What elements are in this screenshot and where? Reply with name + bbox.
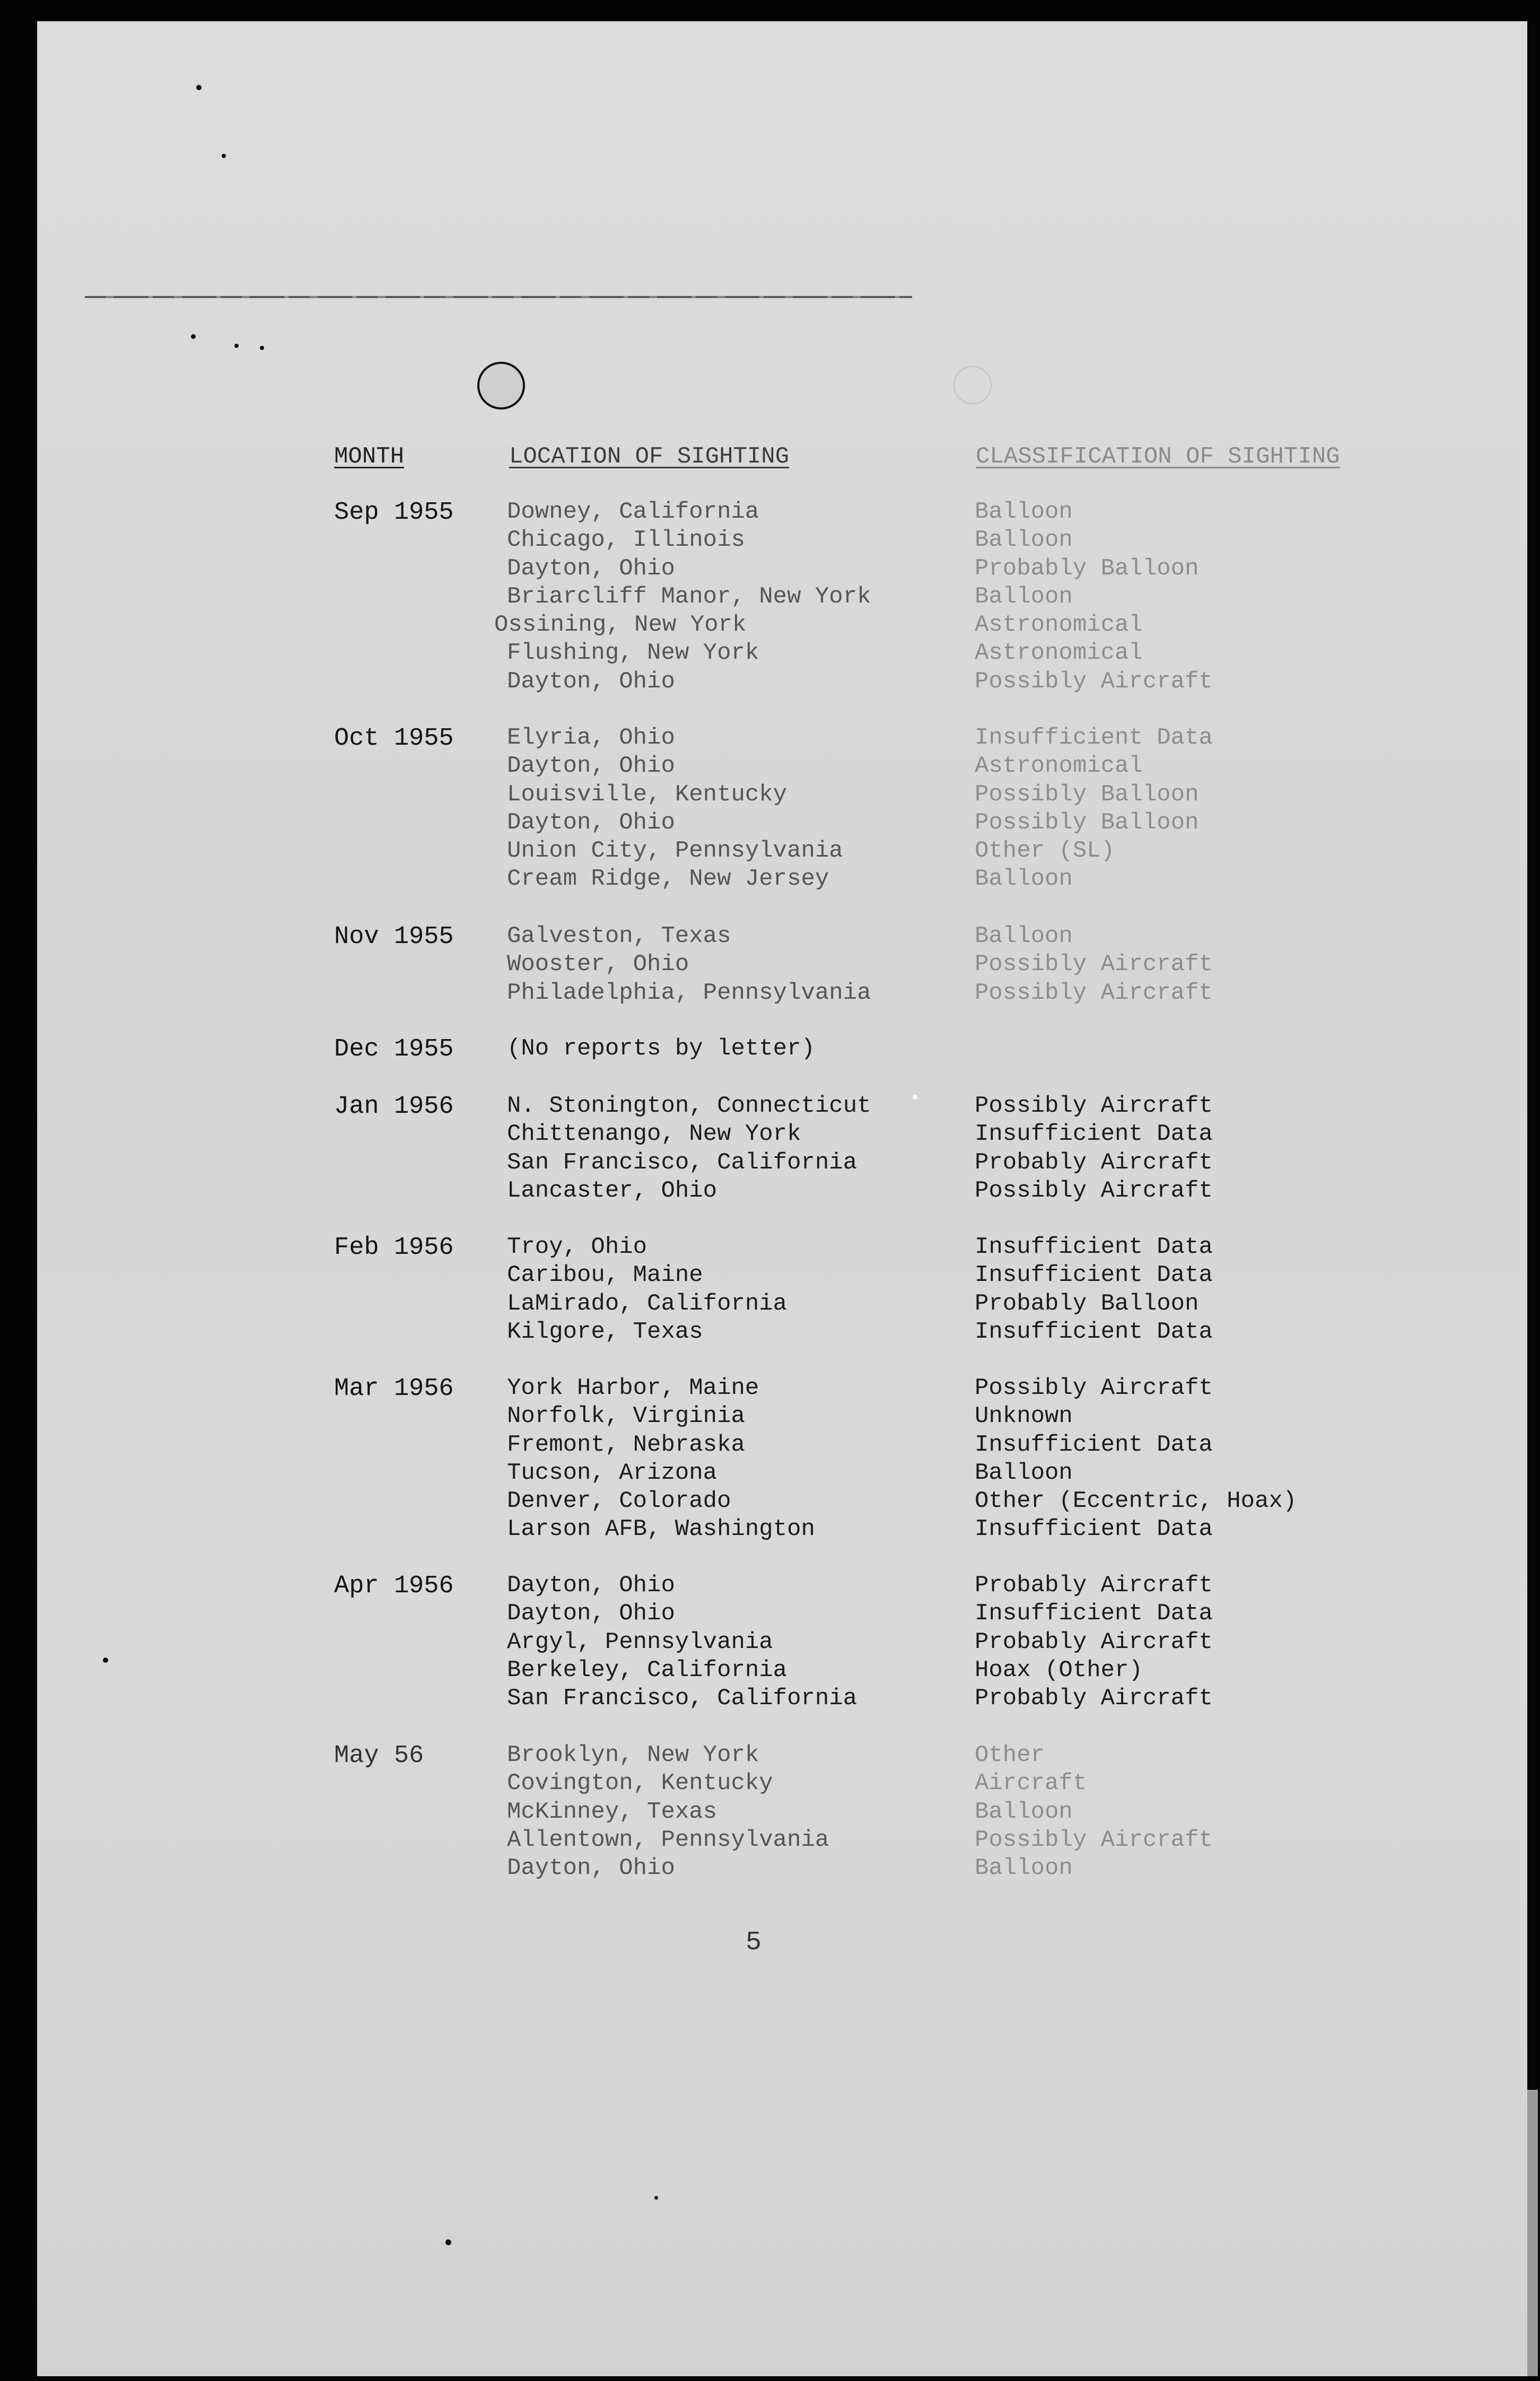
speck [654, 2196, 658, 2200]
classification-cell: Other (SL) [975, 838, 1115, 865]
table-row [37, 1460, 1527, 1488]
location-cell: LaMirado, California [507, 1290, 788, 1317]
location-cell: Allentown, Pennsylvania [507, 1826, 829, 1853]
classification-cell: Balloon [975, 866, 1073, 893]
page-number: 5 [746, 1928, 762, 1958]
location-cell: Wooster, Ohio [507, 951, 689, 978]
location-cell: Lancaster, Ohio [507, 1177, 718, 1204]
classification-cell: Balloon [975, 1855, 1073, 1882]
location-cell: San Francisco, California [507, 1149, 858, 1176]
classification-cell: Other [975, 1742, 1045, 1768]
table-row [37, 1770, 1527, 1798]
table-row [37, 1516, 1527, 1544]
table-row [37, 583, 1527, 612]
classification-cell: Hoax (Other) [975, 1656, 1143, 1684]
month-label: Oct 1955 [334, 725, 454, 753]
location-cell: York Harbor, Maine [507, 1375, 759, 1401]
location-cell: San Francisco, California [507, 1685, 858, 1712]
classification-cell: Possibly Aircraft [975, 979, 1213, 1006]
location-cell: Berkeley, California [507, 1656, 788, 1684]
location-cell: Dayton, Ohio [507, 668, 675, 695]
location-cell: Dayton, Ohio [507, 753, 675, 780]
table-row [37, 1742, 1527, 1770]
month-label: Dec 1955 [334, 1035, 454, 1063]
speck [260, 346, 264, 350]
location-cell: Briarcliff Manor, New York [507, 583, 871, 610]
table-row [37, 1290, 1527, 1319]
table-row [37, 527, 1527, 555]
month-label: Feb 1956 [334, 1234, 454, 1262]
speck [445, 2239, 451, 2245]
table-row [37, 1685, 1527, 1713]
month-column-header: MONTH [334, 443, 405, 470]
punch-hole-left [477, 362, 525, 409]
table-row [37, 1035, 1527, 1063]
location-cell: Elyria, Ohio [507, 725, 675, 751]
classification-cell: Possibly Aircraft [975, 1826, 1213, 1853]
location-cell: Flushing, New York [507, 640, 759, 667]
classification-cell: Possibly Balloon [975, 781, 1199, 808]
table-row [37, 1488, 1527, 1516]
classification-cell: Insufficient Data [975, 725, 1213, 751]
location-cell: Downey, California [507, 499, 759, 525]
month-label: Jan 1956 [334, 1093, 454, 1121]
classification-cell: Probably Aircraft [975, 1628, 1213, 1655]
table-row [37, 668, 1527, 696]
classification-cell: Insufficient Data [975, 1262, 1213, 1289]
location-cell: Philadelphia, Pennsylvania [507, 979, 871, 1006]
classification-cell: Insufficient Data [975, 1431, 1213, 1458]
classification-cell: Possibly Aircraft [975, 1093, 1213, 1119]
classification-cell: Possibly Balloon [975, 809, 1199, 836]
speck [222, 154, 226, 158]
location-cell: Troy, Ohio [507, 1234, 648, 1260]
classification-cell: Probably Aircraft [975, 1685, 1213, 1712]
location-cell: Chicago, Illinois [507, 527, 745, 554]
table-row [37, 1572, 1527, 1600]
location-cell: Brooklyn, New York [507, 1742, 759, 1768]
classification-cell: Astronomical [975, 640, 1143, 667]
classification-cell: Insufficient Data [975, 1234, 1213, 1260]
month-label: Apr 1956 [334, 1572, 454, 1600]
month-label: Mar 1956 [334, 1375, 454, 1403]
location-cell: (No reports by letter) [507, 1035, 815, 1062]
speck [191, 334, 196, 339]
speck [234, 344, 239, 348]
classification-cell: Insufficient Data [975, 1318, 1213, 1345]
table-row [37, 725, 1527, 753]
classification-cell: Probably Aircraft [975, 1149, 1213, 1176]
classification-cell: Insufficient Data [975, 1516, 1213, 1543]
location-cell: Covington, Kentucky [507, 1770, 773, 1797]
speck [196, 85, 202, 90]
table-row [37, 1855, 1527, 1883]
table-row [37, 1262, 1527, 1290]
location-cell: Cream Ridge, New Jersey [507, 866, 829, 893]
classification-cell: Possibly Aircraft [975, 951, 1213, 978]
month-label: May 56 [334, 1742, 424, 1770]
table-row [37, 1629, 1527, 1657]
table-row [37, 1827, 1527, 1855]
location-cell: Tucson, Arizona [507, 1459, 718, 1486]
location-cell: Dayton, Ohio [507, 809, 675, 836]
location-cell: Dayton, Ohio [507, 1600, 675, 1627]
location-cell: Dayton, Ohio [507, 1572, 675, 1599]
classification-cell: Probably Balloon [975, 555, 1199, 582]
classification-cell: Probably Balloon [975, 1290, 1199, 1317]
location-cell: Louisville, Kentucky [507, 781, 788, 808]
table-row [37, 1432, 1527, 1460]
table-row [37, 1234, 1527, 1262]
table-row [37, 866, 1527, 894]
table-row [37, 1149, 1527, 1178]
classification-cell: Balloon [975, 1798, 1073, 1825]
classification-cell: Possibly Aircraft [975, 1177, 1213, 1204]
location-cell: Union City, Pennsylvania [507, 838, 843, 865]
location-cell: Galveston, Texas [507, 923, 731, 949]
table-row [37, 1375, 1527, 1403]
classification-cell: Possibly Aircraft [975, 1375, 1213, 1401]
classification-cell: Astronomical [975, 753, 1143, 780]
location-cell: Argyl, Pennsylvania [507, 1628, 773, 1655]
classification-cell: Balloon [975, 583, 1073, 610]
classification-cell: Astronomical [975, 612, 1143, 639]
table-row [37, 640, 1527, 668]
table-row [37, 1403, 1527, 1431]
page-edge [1527, 2090, 1538, 2376]
classification-cell: Insufficient Data [975, 1121, 1213, 1148]
location-cell: Chittenango, New York [507, 1121, 801, 1148]
table-row [37, 1319, 1527, 1347]
classification-cell: Balloon [975, 527, 1073, 554]
table-row [37, 612, 1527, 640]
location-cell: Fremont, Nebraska [507, 1431, 745, 1458]
classification-cell: Aircraft [975, 1770, 1087, 1797]
location-column-header: LOCATION OF SIGHTING [509, 443, 790, 470]
punch-hole-right [953, 366, 992, 404]
location-cell: Kilgore, Texas [507, 1318, 703, 1345]
table-row [37, 1600, 1527, 1628]
month-label: Sep 1955 [334, 499, 454, 527]
table-row [37, 753, 1527, 781]
table-row [37, 809, 1527, 838]
table-row [37, 1121, 1527, 1149]
classification-cell: Balloon [975, 499, 1073, 525]
month-label: Nov 1955 [334, 923, 454, 951]
classification-cell: Insufficient Data [975, 1600, 1213, 1627]
table-row [37, 951, 1527, 979]
classification-cell: Balloon [975, 1459, 1073, 1486]
classification-cell: Unknown [975, 1403, 1073, 1430]
table-row [37, 1178, 1527, 1206]
document-page [37, 21, 1527, 2376]
location-cell: N. Stonington, Connecticut [507, 1093, 871, 1119]
table-row [37, 781, 1527, 809]
torn-top-rule [85, 296, 912, 298]
table-row [37, 1093, 1527, 1121]
table-row [37, 923, 1527, 951]
table-row [37, 838, 1527, 866]
location-cell: McKinney, Texas [507, 1798, 718, 1825]
table-row [37, 555, 1527, 583]
location-cell: Dayton, Ohio [507, 555, 675, 582]
location-cell: Norfolk, Virginia [507, 1403, 745, 1430]
table-row [37, 980, 1527, 1008]
table-row [37, 499, 1527, 527]
table-header [37, 443, 1527, 481]
location-cell: Caribou, Maine [507, 1262, 703, 1289]
location-cell: Dayton, Ohio [507, 1855, 675, 1882]
classification-column-header: CLASSIFICATION OF SIGHTING [976, 443, 1340, 470]
classification-cell: Possibly Aircraft [975, 668, 1213, 695]
location-cell: Denver, Colorado [507, 1488, 731, 1515]
location-cell: Larson AFB, Washington [507, 1516, 815, 1543]
location-cell: Ossining, New York [494, 612, 747, 639]
classification-cell: Other (Eccentric, Hoax) [975, 1488, 1297, 1515]
classification-cell: Balloon [975, 923, 1073, 949]
table-row [37, 1657, 1527, 1685]
classification-cell: Probably Aircraft [975, 1572, 1213, 1599]
table-row [37, 1799, 1527, 1827]
